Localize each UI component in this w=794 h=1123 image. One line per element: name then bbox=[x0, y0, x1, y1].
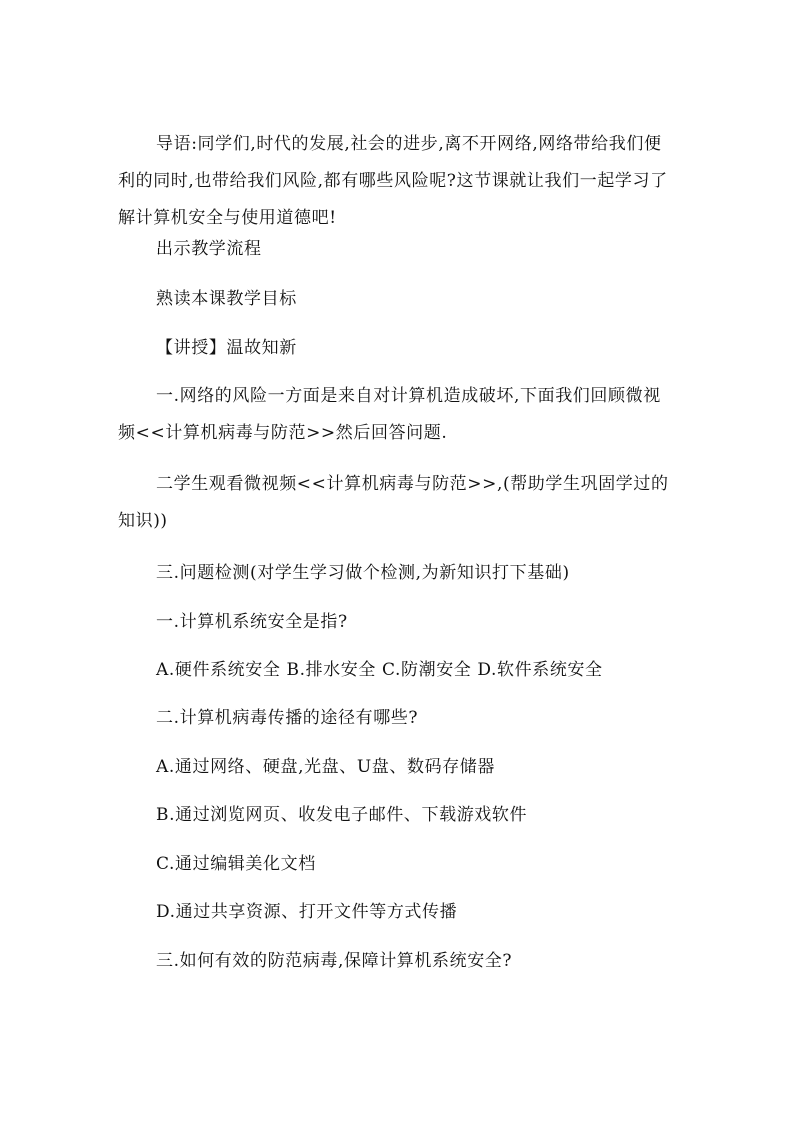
question-one: 一.计算机系统安全是指? bbox=[156, 612, 348, 632]
question-two-option-c: C.通过编辑美化文档 bbox=[156, 854, 316, 874]
teaching-process-line: 出示教学流程 bbox=[156, 239, 262, 259]
section-one-paragraph: 一.网络的风险一方面是来自对计算机造成破坏,下面我们回顾微视频<<计算机病毒与防范>>然后回答问题. bbox=[118, 386, 661, 443]
question-two-option-d: D.通过共享资源、打开文件等方式传播 bbox=[156, 902, 458, 922]
question-two: 二.计算机病毒传播的途径有哪些? bbox=[156, 708, 419, 728]
question-three: 三.如何有效的防范病毒,保障计算机系统安全? bbox=[156, 951, 513, 971]
question-two-option-b: B.通过浏览网页、收发电子邮件、下载游戏软件 bbox=[156, 805, 528, 825]
question-one-options: A.硬件系统安全 B.排水安全 C.防潮安全 D.软件系统安全 bbox=[156, 660, 603, 680]
question-two-option-a: A.通过网络、硬盘,光盘、U盘、数码存储器 bbox=[156, 757, 496, 777]
objectives-line: 熟读本课教学目标 bbox=[156, 289, 297, 309]
section-two-paragraph: 二学生观看微视频<<计算机病毒与防范>>,(帮助学生巩固学过的知识)) bbox=[118, 474, 669, 531]
lecture-heading: 【讲授】温故知新 bbox=[156, 338, 297, 358]
section-three-paragraph: 三.问题检测(对学生学习做个检测,为新知识打下基础) bbox=[156, 563, 570, 583]
intro-paragraph: 导语:同学们,时代的发展,社会的进步,离不开网络,网络带给我们便利的同时,也带给我们风险,都有哪些风险呢?这节课就让我们一起学习了解计算机安全与使用道德吧! bbox=[118, 134, 668, 228]
